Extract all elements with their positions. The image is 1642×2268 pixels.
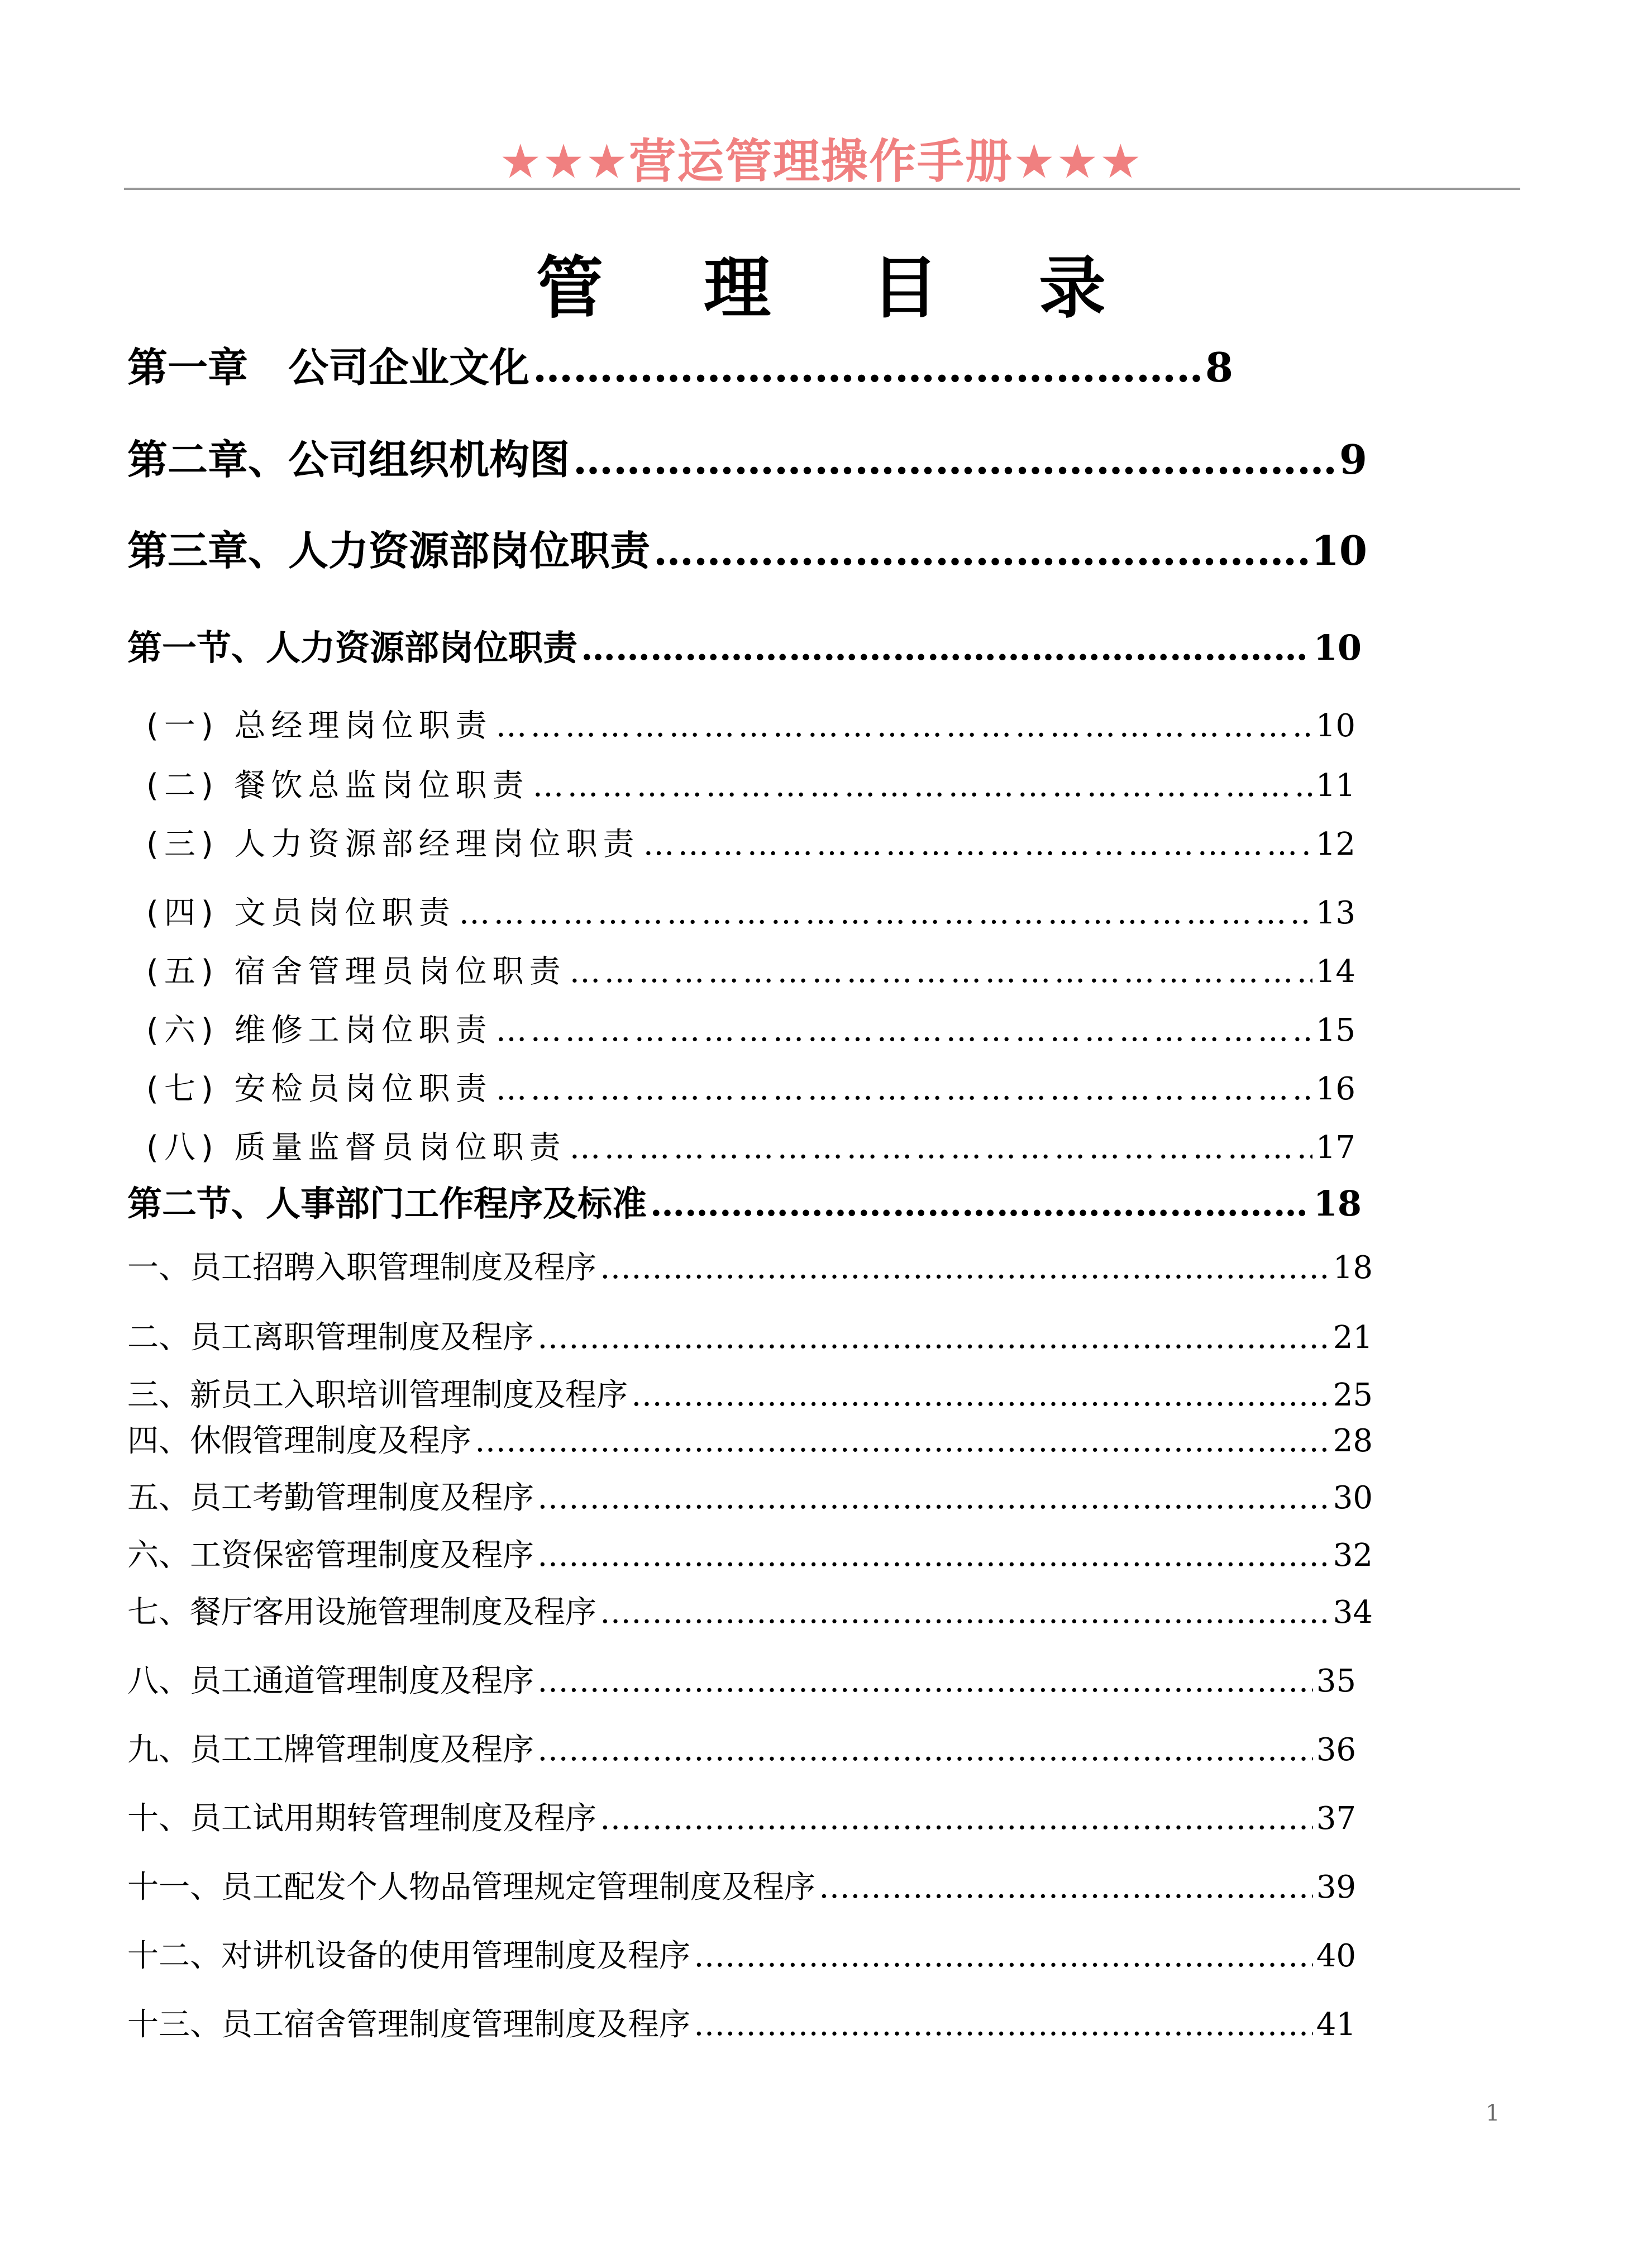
dot-leader xyxy=(600,1250,1330,1286)
toc-item-9[interactable] xyxy=(127,1725,1356,1770)
toc-page-number: 40 xyxy=(1316,1938,1356,1974)
dot-leader xyxy=(496,1071,1312,1107)
toc-item-label: 四、休假管理制度及程序 xyxy=(127,1423,471,1459)
dot-leader xyxy=(537,1537,1330,1574)
toc-item-label: 二、员工离职管理制度及程序 xyxy=(127,1319,534,1356)
dot-leader xyxy=(819,1869,1313,1905)
toc-job-8[interactable] xyxy=(146,1123,1355,1168)
toc-job-label: (二) 餐饮总监岗位职责 xyxy=(146,768,529,804)
toc-chapter-3[interactable] xyxy=(127,518,1367,580)
toc-job-5[interactable] xyxy=(146,947,1355,992)
toc-page-number: 18 xyxy=(1333,1250,1373,1286)
dot-leader xyxy=(533,344,1202,391)
toc-item-label: 十二、对讲机设备的使用管理制度及程序 xyxy=(127,1938,690,1974)
dot-leader xyxy=(570,1130,1312,1166)
toc-page-number: 21 xyxy=(1333,1319,1373,1356)
toc-job-label: (三) 人力资源部经理岗位职责 xyxy=(146,826,640,863)
toc-page-number: 15 xyxy=(1315,1012,1355,1049)
toc-chapter-label: 第一章 公司企业文化 xyxy=(127,344,530,391)
toc-page-number: 37 xyxy=(1316,1800,1356,1837)
dot-leader xyxy=(643,826,1312,863)
toc-page-number: 30 xyxy=(1333,1480,1373,1516)
toc-item-label: 一、员工招聘入职管理制度及程序 xyxy=(127,1250,596,1286)
toc-item-2[interactable] xyxy=(127,1313,1373,1357)
toc-page-number: 12 xyxy=(1315,826,1355,863)
toc-item-7[interactable] xyxy=(127,1588,1373,1632)
toc-page-number: 9 xyxy=(1339,436,1367,483)
running-header-title: ★★★营运管理操作手册★★★ xyxy=(499,134,1143,189)
toc-page-number: 39 xyxy=(1316,1869,1356,1905)
dot-leader xyxy=(573,436,1336,483)
dot-leader xyxy=(653,527,1308,574)
toc-title: 管理目录 xyxy=(536,250,1206,327)
dot-leader xyxy=(537,1732,1313,1768)
toc-item-label: 十一、员工配发个人物品管理规定管理制度及程序 xyxy=(127,1869,815,1905)
toc-item-label: 九、员工工牌管理制度及程序 xyxy=(127,1732,534,1768)
toc-item-label: 六、工资保密管理制度及程序 xyxy=(127,1537,534,1574)
toc-page-number: 8 xyxy=(1205,344,1233,391)
toc-page-number: 16 xyxy=(1315,1071,1355,1107)
dot-leader xyxy=(537,1480,1330,1516)
dot-leader xyxy=(694,2007,1313,2043)
toc-item-label: 十、员工试用期转管理制度及程序 xyxy=(127,1800,596,1837)
dot-leader xyxy=(600,1800,1313,1837)
page-number: 1 xyxy=(1486,2100,1500,2126)
toc-item-5[interactable] xyxy=(127,1473,1373,1518)
toc-item-13[interactable] xyxy=(127,2000,1356,2045)
toc-page-number: 13 xyxy=(1315,895,1355,931)
dot-leader xyxy=(650,1183,1310,1224)
toc-job-3[interactable] xyxy=(146,819,1355,864)
toc-chapter-1[interactable] xyxy=(127,335,1233,397)
toc-page-number: 32 xyxy=(1333,1537,1373,1574)
toc-page-number: 14 xyxy=(1315,954,1355,990)
toc-job-label: (四) 文员岗位职责 xyxy=(146,895,456,931)
toc-job-4[interactable] xyxy=(146,888,1355,933)
dot-leader xyxy=(570,954,1312,990)
toc-section-1[interactable] xyxy=(127,620,1362,670)
dot-leader xyxy=(581,627,1310,668)
toc-item-3[interactable] xyxy=(127,1370,1373,1415)
toc-item-10[interactable] xyxy=(127,1794,1356,1838)
toc-page-number: 11 xyxy=(1315,768,1355,804)
dot-leader xyxy=(631,1377,1330,1413)
dot-leader xyxy=(537,1663,1313,1699)
toc-item-label: 三、新员工入职培训管理制度及程序 xyxy=(127,1377,628,1413)
toc-chapter-2[interactable] xyxy=(127,427,1367,489)
toc-page-number: 34 xyxy=(1333,1594,1373,1631)
toc-job-label: (六) 维修工岗位职责 xyxy=(146,1012,493,1049)
toc-item-4[interactable] xyxy=(127,1416,1373,1461)
toc-page-number: 28 xyxy=(1333,1423,1373,1459)
dot-leader xyxy=(475,1423,1330,1459)
dot-leader xyxy=(533,768,1312,804)
toc-item-label: 五、员工考勤管理制度及程序 xyxy=(127,1480,534,1516)
toc-item-6[interactable] xyxy=(127,1531,1373,1575)
toc-item-1[interactable] xyxy=(127,1243,1373,1288)
dot-leader xyxy=(459,895,1312,931)
toc-job-label: (五) 宿舍管理员岗位职责 xyxy=(146,954,566,990)
header-divider xyxy=(124,188,1520,190)
toc-job-label: (一) 总经理岗位职责 xyxy=(146,708,493,744)
toc-job-label: (七) 安检员岗位职责 xyxy=(146,1071,493,1107)
toc-item-11[interactable] xyxy=(127,1862,1356,1907)
toc-page-number: 10 xyxy=(1313,627,1362,668)
toc-chapter-label: 第二章、公司组织机构图 xyxy=(127,436,570,483)
toc-job-2[interactable] xyxy=(146,761,1355,806)
toc-page-number: 41 xyxy=(1316,2007,1356,2043)
toc-item-12[interactable] xyxy=(127,1931,1356,1976)
dot-leader xyxy=(694,1938,1313,1974)
toc-page-number: 35 xyxy=(1316,1663,1356,1699)
toc-item-label: 八、员工通道管理制度及程序 xyxy=(127,1663,534,1699)
toc-section-2[interactable] xyxy=(127,1176,1362,1226)
toc-page-number: 17 xyxy=(1315,1130,1355,1166)
toc-item-label: 七、餐厅客用设施管理制度及程序 xyxy=(127,1594,596,1631)
dot-leader xyxy=(496,1012,1312,1049)
toc-item-label: 十三、员工宿舍管理制度管理制度及程序 xyxy=(127,2007,690,2043)
toc-section-label: 第一节、人力资源部岗位职责 xyxy=(127,627,578,668)
toc-job-6[interactable] xyxy=(146,1006,1355,1050)
dot-leader xyxy=(600,1594,1330,1631)
toc-page-number: 10 xyxy=(1315,708,1355,744)
dot-leader xyxy=(496,708,1312,744)
toc-chapter-label: 第三章、人力资源部岗位职责 xyxy=(127,527,651,574)
dot-leader xyxy=(537,1319,1330,1356)
toc-item-8[interactable] xyxy=(127,1656,1356,1701)
toc-job-7[interactable] xyxy=(146,1064,1355,1109)
toc-section-label: 第二节、人事部门工作程序及标准 xyxy=(127,1183,647,1224)
toc-job-1[interactable] xyxy=(146,701,1355,746)
toc-page-number: 18 xyxy=(1313,1183,1362,1224)
toc-page-number: 36 xyxy=(1316,1732,1356,1768)
toc-page-number: 10 xyxy=(1311,527,1367,574)
toc-page-number: 25 xyxy=(1333,1377,1373,1413)
toc-job-label: (八) 质量监督员岗位职责 xyxy=(146,1130,566,1166)
